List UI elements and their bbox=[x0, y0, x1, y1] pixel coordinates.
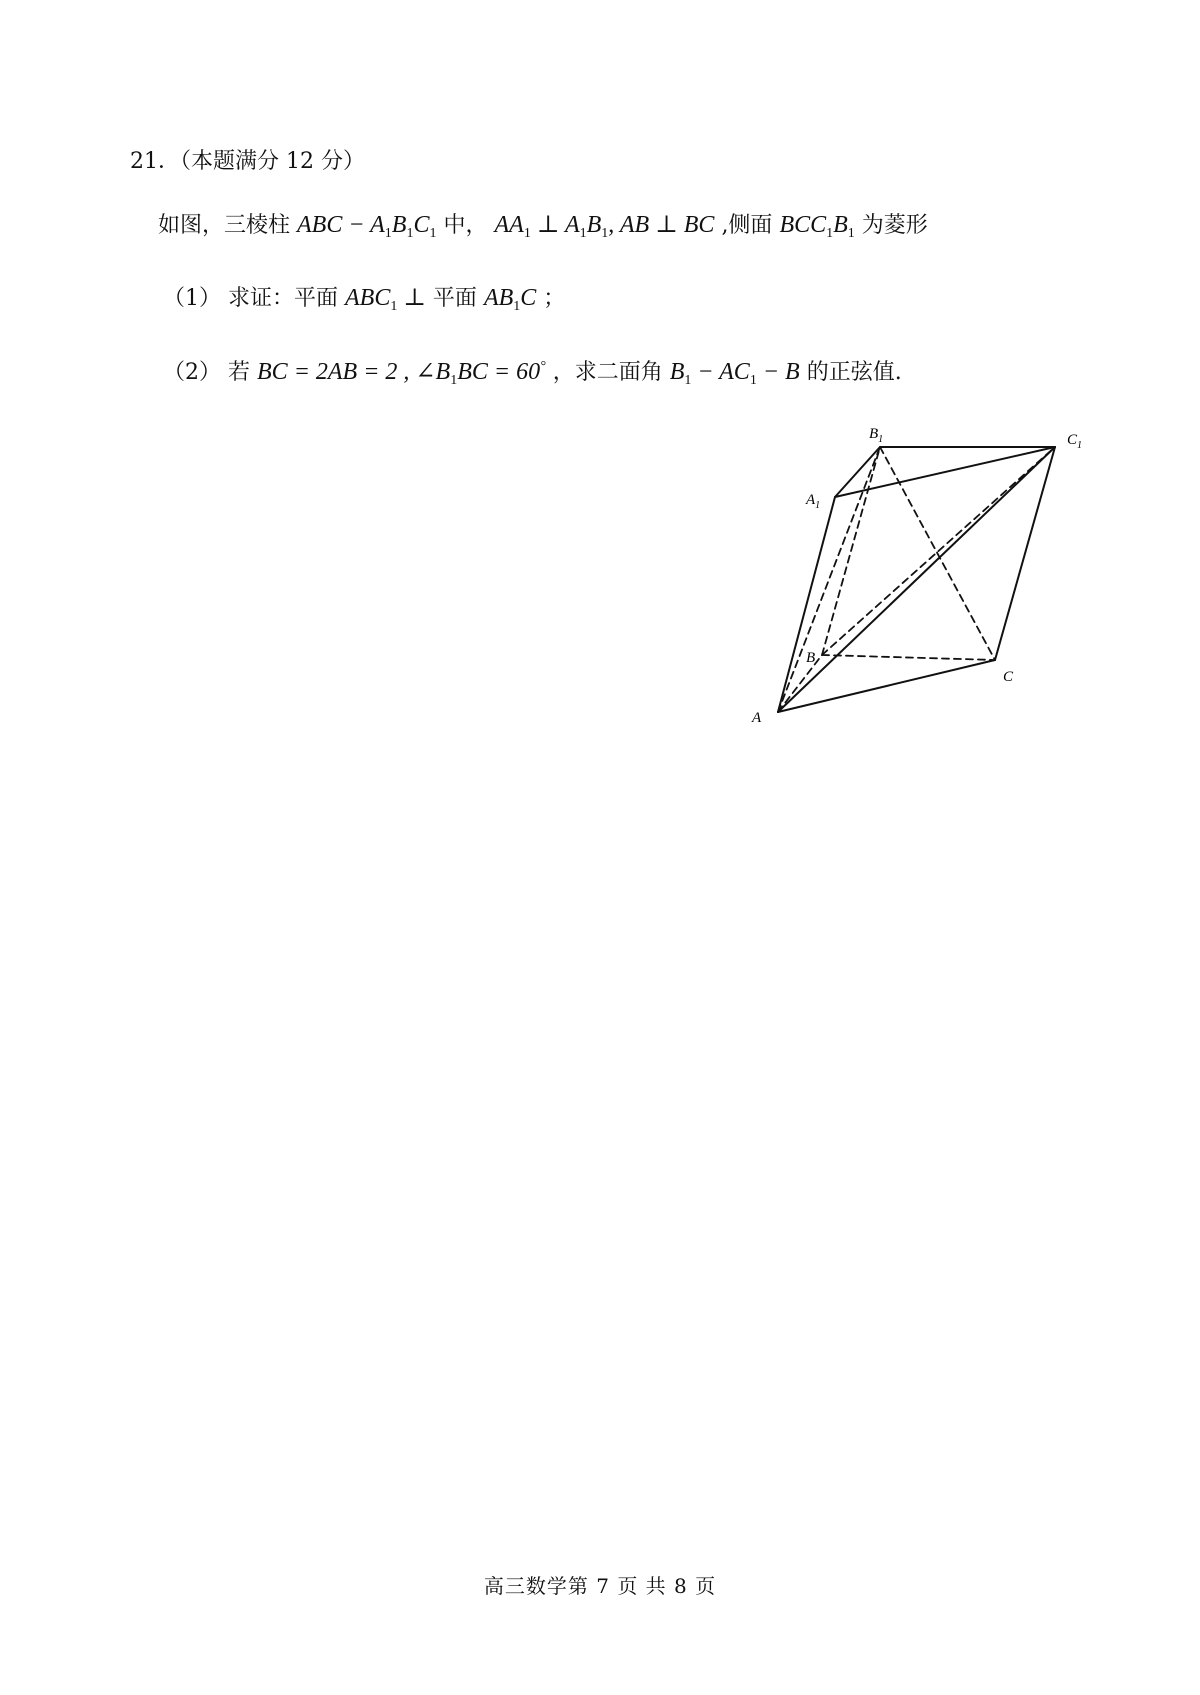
plane-1-formula: $ABC_1$ ⊥ bbox=[345, 285, 426, 314]
vertex-label-C: C bbox=[1003, 669, 1014, 685]
page-footer: 高三数学第 7 页 共 8 页 bbox=[483, 1574, 717, 1598]
edge-A-C1 bbox=[778, 447, 1055, 712]
vertex-label-A1: $A_1$ bbox=[806, 492, 821, 511]
edge-A-A1 bbox=[778, 497, 835, 712]
vertex-label-A: A bbox=[752, 710, 762, 726]
stem-text-1: 如图，三棱柱 bbox=[158, 213, 291, 238]
part1-text-2: 平面 bbox=[432, 286, 477, 311]
plane-2-formula: $AB_1C$ bbox=[483, 285, 537, 314]
part1-text-1: 求证：平面 bbox=[228, 286, 339, 311]
edge-A-C bbox=[778, 660, 995, 712]
part2-text-2: ，求二面角 bbox=[552, 360, 663, 385]
edge-B1-C bbox=[880, 447, 995, 660]
perp-condition-formula: $AA_1$ ⊥ $A_1B_1$, AB ⊥ BC bbox=[494, 212, 715, 241]
prism-formula: ABC − $A_1B_1C_1$ bbox=[297, 212, 437, 241]
problem-part-2 bbox=[163, 357, 902, 388]
part2-text-1: 若 bbox=[228, 360, 251, 385]
edge-C-C1 bbox=[995, 447, 1055, 660]
stem-text-3: ,侧面 bbox=[721, 213, 773, 238]
edge-B-C1 bbox=[822, 447, 1055, 655]
part1-number: （1） bbox=[163, 286, 221, 311]
vertex-label-B1: $B_1$ bbox=[869, 426, 884, 445]
stem-text-2: 中， bbox=[443, 213, 488, 238]
edge-A-B1 bbox=[778, 447, 880, 712]
edge-B-C bbox=[822, 655, 995, 660]
edge-A1-B1 bbox=[835, 447, 880, 497]
part2-text-3: 的正弦值. bbox=[806, 360, 902, 385]
face-formula: $BCC_1B_1$ bbox=[779, 212, 855, 241]
part1-text-3: ； bbox=[543, 286, 566, 311]
vertex-label-B: B bbox=[806, 650, 816, 666]
problem-header: 21．（本题满分 12 分） bbox=[130, 149, 365, 174]
given-formula: BC = 2AB = 2 , $\angle B_1BC = 60^\circ$ bbox=[257, 359, 546, 388]
part2-number: （2） bbox=[163, 360, 221, 385]
prism-figure bbox=[740, 420, 1100, 730]
problem-part-1 bbox=[163, 283, 565, 314]
stem-text-4: 为菱形 bbox=[861, 213, 928, 238]
dihedral-formula: $B_1 - AC_1 - B$ bbox=[669, 359, 800, 388]
problem-stem bbox=[158, 210, 928, 241]
vertex-label-C1: $C_1$ bbox=[1067, 432, 1083, 451]
